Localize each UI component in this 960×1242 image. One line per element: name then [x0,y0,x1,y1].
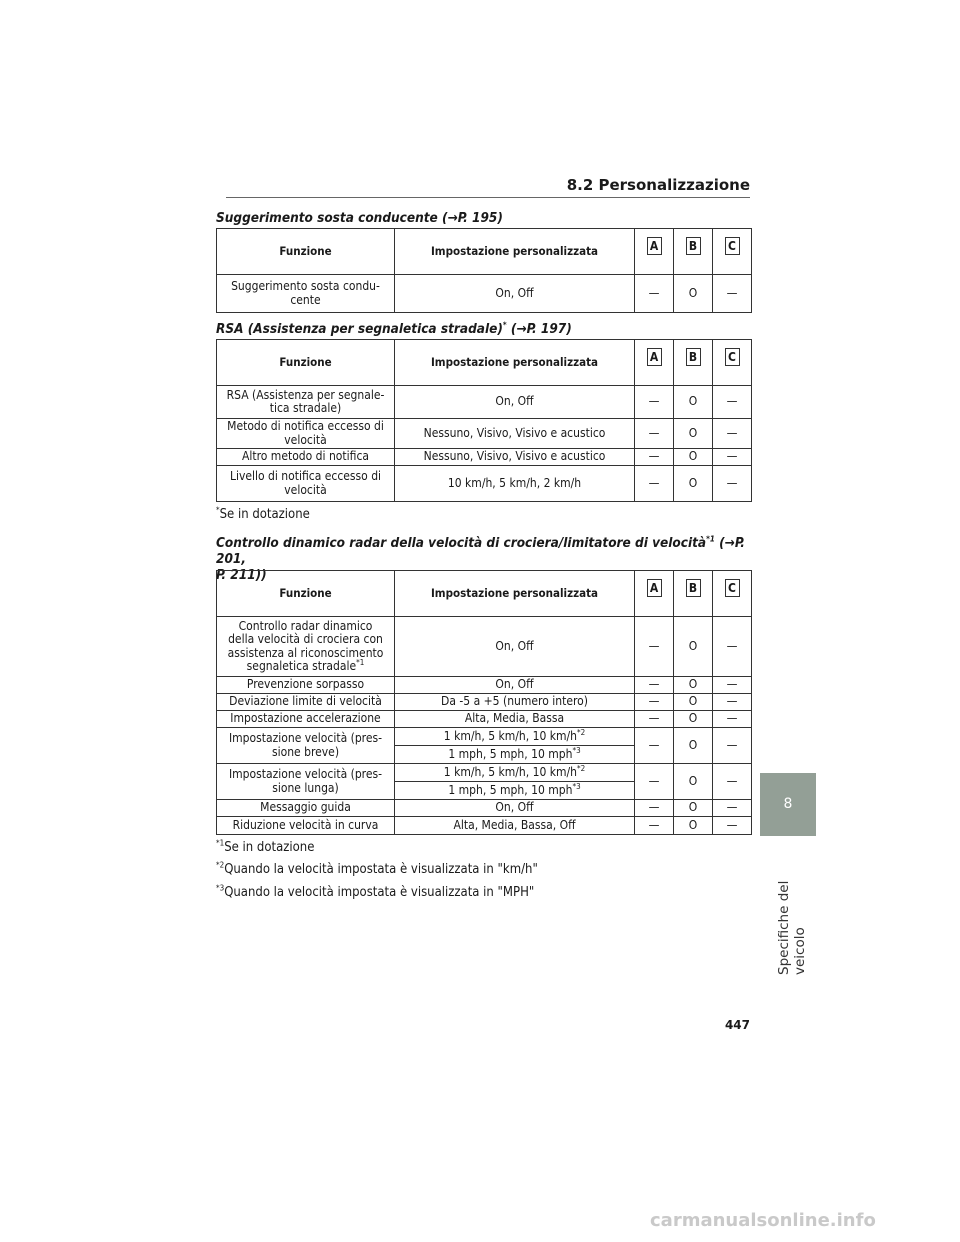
cell-c: — [713,617,752,677]
footnote: $^{*1}$Se in dotazione [216,838,315,855]
table-row [217,466,752,502]
cell-setting: 1 km/h, 5 km/h, 10 $km/h^{*2}$ [395,764,635,782]
cell-setting: 1 mph, 5 mph, 10 mph$^{*3}$ [395,782,635,800]
cell-function: Impostazione velocità (pres- sione lunga) [217,764,395,800]
table-row [217,275,752,313]
table-row [217,449,752,466]
cell-setting: On, Off [395,617,635,677]
cell-b: O [674,711,713,728]
cell-function: Deviazione limite di velocità [217,694,395,711]
cell-function: Controllo radar dinamico della velocità di crociera con assistenza al riconoscimento segnaletica stradale$^{*1}$ [217,617,395,677]
cell-function: Impostazione accelerazione [217,711,395,728]
col-header-setting: Impostazione personalizzata [395,340,635,386]
cell-a: — [635,419,674,449]
cell-function: Riduzione velocità in curva [217,817,395,835]
col-header-a-badge: A [647,348,662,366]
chapter-tab[interactable]: 8 [760,773,816,836]
cell-a: — [635,275,674,313]
cell-b: O [674,728,713,764]
cell-function: Messaggio guida [217,800,395,817]
cell-b: O [674,275,713,313]
cell-b: O [674,677,713,694]
cell-a: — [635,617,674,677]
cell-function: Altro metodo di notifica [217,449,395,466]
cell-c: — [713,386,752,419]
cell-function: Livello di notifica eccesso di velocità [217,466,395,502]
col-header-a-badge: A [647,237,662,255]
footnote: $^{*3}$Quando la velocità impostata è visualizzata in "MPH" [216,883,535,900]
cell-function: RSA (Assistenza per segnale- tica stradale) [217,386,395,419]
cell-b: O [674,419,713,449]
cell-c: — [713,817,752,835]
cell-setting: On, Off [395,386,635,419]
footnote: *Se in dotazione [216,505,310,522]
cell-c: — [713,711,752,728]
col-header-b-badge: B [686,237,701,255]
section-title-rsa: RSA (Assistenza per segnaletica stradale)* (→P. 197) [216,320,572,337]
col-header-setting: Impostazione personalizzata [395,571,635,617]
table-driver-rest [216,228,752,313]
cell-setting: Alta, Media, Bassa [395,711,635,728]
col-header-setting: Impostazione personalizzata [395,229,635,275]
page-number: 447 [724,1018,750,1032]
page-header: 8.2 Personalizzazione [226,176,750,198]
cell-c: — [713,728,752,764]
cell-c: — [713,275,752,313]
cell-a: — [635,677,674,694]
table-row [217,419,752,449]
table-row [217,764,752,782]
section-title-cruise-control: Controllo dinamico radar della velocità di crociera/limitatore di velocità$^{*1}$ (→P. 201, P. 211)) [216,534,745,583]
cell-b: O [674,694,713,711]
col-header-c-badge: C [725,579,740,597]
cell-a: — [635,711,674,728]
col-header-b-badge: B [686,579,701,597]
cell-setting: Alta, Media, Bassa, Off [395,817,635,835]
table-row [217,711,752,728]
chapter-label: Specifiche del veicolo [776,880,808,975]
cell-setting: 1 km/h, 5 km/h, 10 $km/h^{*2}$ [395,728,635,746]
cell-setting: Da -5 a +5 (numero intero) [395,694,635,711]
cell-a: — [635,817,674,835]
table-row [217,677,752,694]
cell-c: — [713,677,752,694]
table-row [217,728,752,746]
cell-b: O [674,617,713,677]
table-row [217,800,752,817]
cell-setting: On, Off [395,275,635,313]
table-row [217,617,752,677]
cell-b: O [674,817,713,835]
cell-a: — [635,694,674,711]
cell-b: O [674,466,713,502]
cell-a: — [635,764,674,800]
table-cruise-control [216,570,752,835]
cell-setting: On, Off [395,677,635,694]
col-header-function: Funzione [217,571,395,617]
footnote: $^{*2}$Quando la velocità impostata è visualizzata in "km/h" [216,860,538,877]
cell-a: — [635,466,674,502]
cell-c: — [713,800,752,817]
table-rsa [216,339,752,502]
cell-setting: 1 mph, 5 mph, 10 mph$^{*3}$ [395,746,635,764]
table-row [217,386,752,419]
cell-setting: On, Off [395,800,635,817]
cell-function: Prevenzione sorpasso [217,677,395,694]
cell-function: Suggerimento sosta condu- cente [217,275,395,313]
cell-setting: Nessuno, Visivo, Visivo e acustico [395,449,635,466]
section-title-driver-rest: Suggerimento sosta conducente (→P. 195) [216,210,503,226]
cell-a: — [635,386,674,419]
col-header-c-badge: C [725,237,740,255]
cell-b: O [674,386,713,419]
cell-a: — [635,449,674,466]
table-row [217,694,752,711]
col-header-function: Funzione [217,229,395,275]
col-header-c-badge: C [725,348,740,366]
col-header-a-badge: A [647,579,662,597]
cell-setting: 10 km/h, 5 km/h, 2 km/h [395,466,635,502]
cell-a: — [635,728,674,764]
cell-c: — [713,694,752,711]
cell-a: — [635,800,674,817]
cell-function: Impostazione velocità (pres- sione breve) [217,728,395,764]
cell-b: O [674,800,713,817]
cell-function: Metodo di notifica eccesso di velocità [217,419,395,449]
cell-b: O [674,449,713,466]
table-row [217,817,752,835]
cell-b: O [674,764,713,800]
col-header-function: Funzione [217,340,395,386]
cell-c: — [713,764,752,800]
cell-c: — [713,466,752,502]
cell-c: — [713,419,752,449]
cell-c: — [713,449,752,466]
watermark: carmanualsonline.info [650,1210,876,1231]
cell-setting: Nessuno, Visivo, Visivo e acustico [395,419,635,449]
col-header-b-badge: B [686,348,701,366]
